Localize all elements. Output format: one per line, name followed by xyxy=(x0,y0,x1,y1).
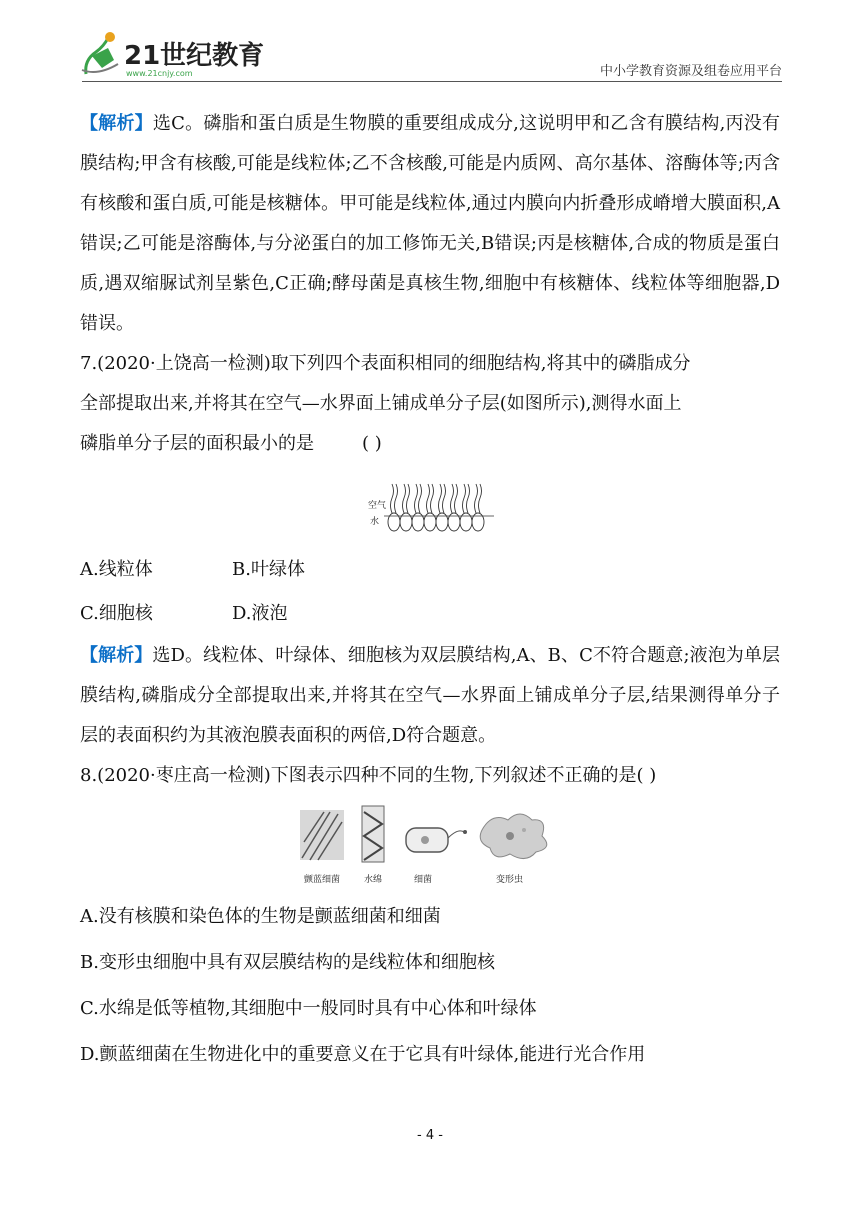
analysis-tag: 【解析】 xyxy=(80,645,153,666)
phospholipid-tail xyxy=(439,484,442,513)
cyanobacteria-image xyxy=(300,810,344,860)
phospholipid-tail xyxy=(427,484,430,513)
q7-option-c[interactable]: C.细胞核 xyxy=(80,603,153,624)
phospholipid-tail xyxy=(463,484,466,513)
q7-stem-line-3 xyxy=(80,424,780,464)
phospholipid-tail xyxy=(403,484,406,513)
q8-option-d[interactable]: D.颤蓝细菌在生物进化中的重要意义在于它具有叶绿体,能进行光合作用 xyxy=(80,1044,646,1065)
q8-stem: 8.(2020·枣庄高一检测)下图表示四种不同的生物,下列叙述不正确的是( ) xyxy=(80,765,657,786)
spirogyra-image xyxy=(362,806,384,862)
phospholipid-tail xyxy=(467,484,470,513)
q7-stem-line-2: 全部提取出来,并将其在空气—水界面上铺成单分子层(如图所示),测得水面上 xyxy=(80,393,682,414)
q7-option-b[interactable]: B.叶绿体 xyxy=(232,559,305,580)
svg-text:空气: 空气 xyxy=(368,501,387,511)
q8-option-c[interactable]: C.水绵是低等植物,其细胞中一般同时具有中心体和叶绿体 xyxy=(80,998,537,1019)
phospholipid-tail xyxy=(407,484,410,513)
phospholipid-monolayer-figure xyxy=(80,472,780,544)
svg-text:水绵: 水绵 xyxy=(364,875,383,885)
phospholipid-tail xyxy=(419,484,422,513)
q6-analysis-text: 选C。磷脂和蛋白质是生物膜的重要组成成分,这说明甲和乙含有膜结构,丙没有膜结构;甲含有核酸,可能是线粒体;乙不含核酸,可能是内质网、高尔基体、溶酶体等;丙含有核酸和蛋白质,可能是核糖体。甲可能是线粒体,通过内膜向内折叠形成嵴增大膜面积,A错误;乙可能是溶酶体,与分泌蛋白的加工修饰无关,B错误;丙是核糖体,合成的物质是蛋白质,遇双缩脲试剂呈紫色,C正确;酵母菌是真核生物,细胞中有核糖体、线粒体等细胞器,D错误。 xyxy=(80,113,780,334)
svg-text:细菌: 细菌 xyxy=(414,875,433,885)
phospholipid-tail xyxy=(391,484,394,513)
q7-option-d[interactable]: D.液泡 xyxy=(232,603,288,624)
q7-stem-line-1: 7.(2020·上饶高一检测)取下列四个表面积相同的细胞结构,将其中的磷脂成分 xyxy=(80,353,691,374)
q7-options-row-2 xyxy=(80,592,780,636)
answer-paren: ( ) xyxy=(362,433,382,454)
svg-text:www.21cnjy.com: www.21cnjy.com xyxy=(126,69,193,78)
analysis-tag: 【解析】 xyxy=(80,113,153,134)
phospholipid-tail xyxy=(475,484,478,513)
phospholipid-monolayer-diagram xyxy=(80,472,780,544)
svg-text:21世纪教育: 21世纪教育 xyxy=(124,41,265,71)
phospholipid-tail xyxy=(479,484,482,513)
bacterium-image xyxy=(406,828,467,852)
phospholipid-tail xyxy=(443,484,446,513)
page-number: - 4 - xyxy=(417,1128,443,1143)
svg-text:颤蓝细菌: 颤蓝细菌 xyxy=(304,875,341,885)
q6-analysis xyxy=(80,104,780,344)
phospholipid-tail xyxy=(431,484,434,513)
page-header xyxy=(78,30,782,82)
phospholipid-tail xyxy=(415,484,418,513)
page-content xyxy=(80,104,780,1078)
svg-text:水: 水 xyxy=(370,517,380,527)
header-divider xyxy=(82,81,782,82)
q7-option-a[interactable]: A.线粒体 xyxy=(80,559,153,580)
site-logo xyxy=(78,30,278,80)
phospholipid-tail xyxy=(395,484,398,513)
q7-options-row-1 xyxy=(80,548,780,592)
phospholipid-tail xyxy=(451,484,454,513)
q7-stem-text: 磷脂单分子层的面积最小的是 xyxy=(80,433,314,454)
four-organisms-figure xyxy=(80,802,780,894)
q8-option-a[interactable]: A.没有核膜和染色体的生物是颤蓝细菌和细菌 xyxy=(80,906,441,927)
amoeba-image xyxy=(480,814,547,859)
svg-text:变形虫: 变形虫 xyxy=(496,875,524,885)
phospholipid-tail xyxy=(455,484,458,513)
q8-option-b[interactable]: B.变形虫细胞中具有双层膜结构的是线粒体和细胞核 xyxy=(80,952,495,973)
q7-analysis xyxy=(80,636,780,756)
header-platform-text: 中小学教育资源及组卷应用平台 xyxy=(599,64,782,79)
q7-analysis-text: 选D。线粒体、叶绿体、细胞核为双层膜结构,A、B、C不符合题意;液泡为单层膜结构,磷脂成分全部提取出来,并将其在空气—水界面上铺成单分子层,结果测得单分子层的表面积约为其液泡膜表面积的两倍,D符合题意。 xyxy=(80,645,780,746)
four-organisms-diagram xyxy=(80,802,780,894)
